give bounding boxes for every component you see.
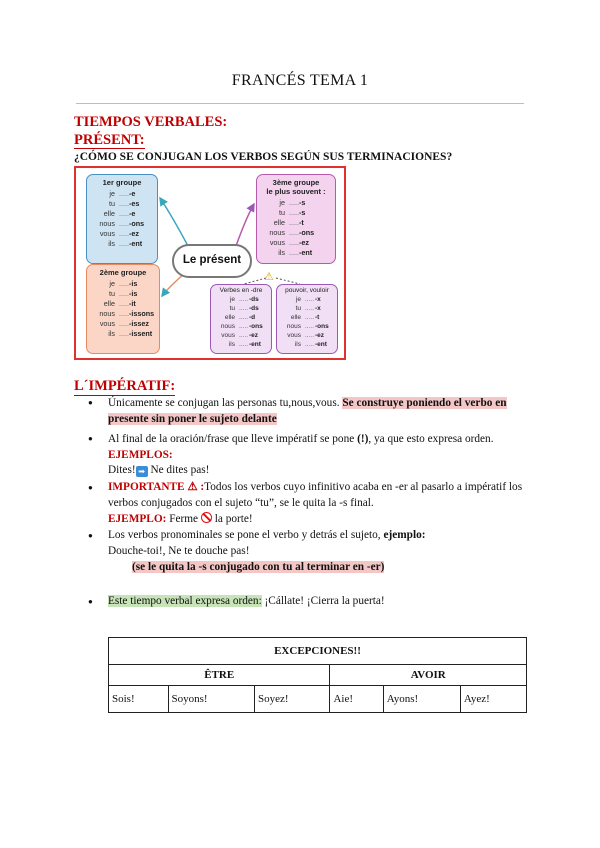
dots: ..... bbox=[119, 309, 129, 318]
pronoun: vous bbox=[99, 319, 115, 328]
conjugation-row bbox=[87, 239, 157, 249]
pronoun: tu bbox=[229, 305, 235, 312]
pronoun: vous bbox=[269, 238, 285, 247]
pronoun: nous bbox=[220, 323, 235, 330]
question-heading: ¿CÓMO SE CONJUGAN LOS VERBOS SEGÚN SUS TERMINACIONES? bbox=[74, 151, 453, 163]
ejemplo-label: EJEMPLO: bbox=[108, 513, 167, 525]
ending: -x bbox=[315, 296, 321, 303]
heading-tiempos-verbales: TIEMPOS VERBALES: bbox=[74, 114, 228, 130]
dots: ..... bbox=[305, 296, 315, 303]
ending: -ez bbox=[129, 229, 139, 238]
pouvoir-vouloir-box bbox=[276, 284, 338, 354]
ending: -e bbox=[129, 209, 136, 218]
warning-icon: ⚠ bbox=[187, 481, 198, 493]
conjugation-row bbox=[257, 248, 335, 258]
bullet-5-rest: ¡Cállate! ¡Cierra la puerta! bbox=[264, 595, 385, 607]
conjugation-row bbox=[257, 198, 335, 208]
ending: -ent bbox=[249, 341, 261, 348]
conjugation-row bbox=[87, 289, 159, 299]
conjugation-row bbox=[211, 322, 271, 331]
bullet-icon: ● bbox=[88, 531, 93, 540]
ending: -issez bbox=[129, 319, 149, 328]
pronoun: elle bbox=[224, 314, 235, 321]
bullet-4-text: Los verbos pronominales se pone el verbo y detrás el sujeto, bbox=[108, 529, 381, 541]
bullet-2 bbox=[108, 431, 533, 447]
ending: -ds bbox=[249, 305, 259, 312]
pronoun: elle bbox=[290, 314, 301, 321]
col-etre: ÊTRE bbox=[109, 665, 330, 686]
conjugation-row bbox=[87, 309, 159, 319]
table-title: EXCEPCIONES!! bbox=[109, 638, 527, 665]
dots: ..... bbox=[119, 289, 129, 298]
conjugation-row bbox=[87, 229, 157, 239]
pronoun: je bbox=[279, 198, 285, 207]
warning-icon: ⚠ bbox=[264, 271, 274, 283]
pronoun: je bbox=[109, 189, 115, 198]
pronoun: nous bbox=[286, 323, 301, 330]
ending: -t bbox=[315, 314, 320, 321]
bullet-icon: ● bbox=[88, 597, 93, 606]
ending: -ons bbox=[315, 323, 329, 330]
conjugation-row bbox=[211, 331, 271, 340]
dots: ..... bbox=[305, 314, 315, 321]
bullet-4 bbox=[108, 527, 528, 543]
bullet-5 bbox=[108, 593, 528, 609]
dots: ..... bbox=[239, 323, 249, 330]
col-avoir: AVOIR bbox=[330, 665, 527, 686]
conjugation-row bbox=[211, 295, 271, 304]
conjugation-row bbox=[211, 340, 271, 349]
pronoun: vous bbox=[99, 229, 115, 238]
dots: ..... bbox=[119, 209, 129, 218]
ending: -issons bbox=[129, 309, 155, 318]
exceptions-table bbox=[108, 637, 527, 713]
bullet-4-note bbox=[132, 559, 384, 575]
pronoun: elle bbox=[103, 299, 115, 308]
group3-title: 3ème groupe bbox=[272, 178, 320, 187]
ending: -ds bbox=[249, 296, 259, 303]
pronoun: elle bbox=[103, 209, 115, 218]
ending: -es bbox=[129, 199, 140, 208]
heading-present: PRÉSENT: bbox=[74, 132, 145, 148]
bullet-2-bold: (!) bbox=[357, 433, 369, 445]
ending: -ent bbox=[129, 239, 143, 248]
bullet-icon: ● bbox=[88, 483, 93, 492]
bullet-icon: ● bbox=[88, 398, 93, 407]
bullet-1 bbox=[108, 395, 528, 427]
ejemplo-line bbox=[108, 511, 253, 527]
ending: -ent bbox=[315, 341, 327, 348]
dots: ..... bbox=[119, 199, 129, 208]
conjugation-row bbox=[277, 322, 337, 331]
ending: -t bbox=[299, 218, 304, 227]
bullet-2-rest: , ya que esto expresa orden. bbox=[368, 433, 494, 445]
bullet-4-bold: ejemplo: bbox=[383, 529, 426, 541]
dots: ..... bbox=[305, 305, 315, 312]
dots: ..... bbox=[119, 279, 129, 288]
dots: ..... bbox=[289, 208, 299, 217]
bullet-1-text: Únicamente se conjugan las personas tu,nous,vous. bbox=[108, 397, 340, 409]
dots: ..... bbox=[239, 332, 249, 339]
title-divider bbox=[76, 103, 524, 104]
pronoun: vous bbox=[221, 332, 235, 339]
group1-title: 1er groupe bbox=[102, 178, 142, 187]
dots: ..... bbox=[289, 248, 299, 257]
avoir-cell: Ayons! bbox=[383, 686, 460, 713]
pronoun: je bbox=[295, 296, 301, 303]
no-entry-icon bbox=[201, 512, 212, 523]
ending: -ez bbox=[249, 332, 259, 339]
ending: -ez bbox=[315, 332, 325, 339]
ending: -ent bbox=[299, 248, 313, 257]
dots: ..... bbox=[119, 219, 129, 228]
etre-cell: Soyez! bbox=[255, 686, 330, 713]
conjugation-row bbox=[87, 319, 159, 329]
bullet-4-note-text: (se le quita la -s conjugado con tu al terminar en -er) bbox=[132, 561, 385, 573]
dots: ..... bbox=[305, 332, 315, 339]
ejemplo-a: Ferme bbox=[169, 513, 199, 525]
dots: ..... bbox=[119, 189, 129, 198]
right-arrow-icon: ➡ bbox=[136, 466, 148, 477]
dots: ..... bbox=[239, 296, 249, 303]
group2-box bbox=[86, 264, 160, 354]
dots: ..... bbox=[119, 239, 129, 248]
bullet-icon: ● bbox=[88, 434, 93, 443]
dots: ..... bbox=[289, 218, 299, 227]
conjugation-row bbox=[87, 219, 157, 229]
avoir-cell: Aie! bbox=[330, 686, 383, 713]
pronoun: nous bbox=[269, 228, 285, 237]
dots: ..... bbox=[119, 329, 129, 338]
pronoun: tu bbox=[109, 289, 115, 298]
ejemplos-b: Ne dites pas! bbox=[150, 464, 210, 476]
conjugation-row bbox=[257, 228, 335, 238]
group3-box bbox=[256, 174, 336, 264]
importante-colon: : bbox=[200, 481, 205, 493]
pronoun: vous bbox=[287, 332, 301, 339]
ejemplos-a: Dites! bbox=[108, 464, 136, 476]
dre-title: Verbes en -dre bbox=[219, 287, 263, 294]
conjugation-row bbox=[211, 304, 271, 313]
conjugation-row bbox=[277, 313, 337, 322]
etre-cell: Sois! bbox=[109, 686, 169, 713]
bullet-3 bbox=[108, 479, 528, 511]
dots: ..... bbox=[305, 341, 315, 348]
conjugation-row bbox=[277, 295, 337, 304]
ending: -it bbox=[129, 299, 136, 308]
pronoun: tu bbox=[109, 199, 115, 208]
importante-label: IMPORTANTE bbox=[108, 481, 185, 493]
dots: ..... bbox=[289, 228, 299, 237]
bullet-1-highlight: Se construye poniendo el verbo en presente sin poner le sujeto delante bbox=[108, 397, 507, 425]
pronoun: nous bbox=[99, 309, 115, 318]
ejemplos-label: EJEMPLOS: bbox=[108, 449, 173, 461]
pronoun: tu bbox=[279, 208, 285, 217]
pronoun: je bbox=[109, 279, 115, 288]
pronoun: ils bbox=[228, 341, 235, 348]
group1-box bbox=[86, 174, 158, 264]
dots: ..... bbox=[305, 323, 315, 330]
ending: -s bbox=[299, 198, 306, 207]
conjugation-row bbox=[87, 299, 159, 309]
pronoun: elle bbox=[273, 218, 285, 227]
pronoun: ils bbox=[278, 248, 285, 257]
dots: ..... bbox=[119, 299, 129, 308]
group2-title: 2ème groupe bbox=[99, 268, 147, 277]
conjugation-row bbox=[277, 340, 337, 349]
ending: -issent bbox=[129, 329, 153, 338]
dots: ..... bbox=[239, 341, 249, 348]
heading-imperatif: L´IMPÉRATIF: bbox=[74, 378, 176, 394]
avoir-cell: Ayez! bbox=[460, 686, 526, 713]
dots: ..... bbox=[119, 319, 129, 328]
dots: ..... bbox=[289, 198, 299, 207]
ending: -is bbox=[129, 279, 138, 288]
pronoun: je bbox=[229, 296, 235, 303]
bullet-2-text: Al final de la oración/frase que lleve impératif se pone bbox=[108, 433, 355, 445]
importante-text: Todos los verbos cuyo infinitivo acaba en -er al pasarlo a impératif los verbos conjugados con el sujeto “tu”, se le quita la -s final. bbox=[108, 481, 523, 509]
conjugation-row bbox=[257, 208, 335, 218]
pronoun: ils bbox=[294, 341, 301, 348]
document-title: FRANCÉS TEMA 1 bbox=[231, 72, 369, 89]
conjugation-row bbox=[277, 304, 337, 313]
ending: -ons bbox=[299, 228, 315, 237]
ejemplos-line bbox=[108, 462, 209, 478]
pronoun: nous bbox=[99, 219, 115, 228]
ending: -d bbox=[249, 314, 256, 321]
ending: -x bbox=[315, 305, 321, 312]
bullet-5-highlight: Este tiempo verbal expresa orden: bbox=[108, 595, 262, 607]
pronoun: tu bbox=[295, 305, 301, 312]
ending: -e bbox=[129, 189, 136, 198]
pronoun: ils bbox=[108, 239, 115, 248]
conjugation-row bbox=[87, 189, 157, 199]
ending: -s bbox=[299, 208, 306, 217]
dots: ..... bbox=[119, 229, 129, 238]
dots: ..... bbox=[239, 305, 249, 312]
conjugation-row bbox=[87, 209, 157, 219]
conjugation-row bbox=[277, 331, 337, 340]
ejemplo-b: la porte! bbox=[214, 513, 253, 525]
ending: -is bbox=[129, 289, 138, 298]
conjugation-row bbox=[257, 218, 335, 228]
dots: ..... bbox=[239, 314, 249, 321]
ending: -ez bbox=[299, 238, 309, 247]
conjugation-row bbox=[257, 238, 335, 248]
conjugation-row bbox=[87, 329, 159, 339]
etre-cell: Soyons! bbox=[168, 686, 255, 713]
conjugation-row bbox=[211, 313, 271, 322]
group3-subtitle: le plus souvent : bbox=[266, 187, 326, 196]
conjugation-row bbox=[87, 279, 159, 289]
ending: -ons bbox=[129, 219, 145, 228]
bullet-4-example: Douche-toi!, Ne te douche pas! bbox=[108, 545, 250, 557]
present-conjugation-diagram bbox=[74, 166, 346, 360]
center-label: Le présent bbox=[172, 244, 252, 278]
pouvoir-title: pouvoir, vouloir bbox=[285, 287, 329, 294]
conjugation-row bbox=[87, 199, 157, 209]
dre-verbs-box bbox=[210, 284, 272, 354]
ending: -ons bbox=[249, 323, 263, 330]
dots: ..... bbox=[289, 238, 299, 247]
pronoun: ils bbox=[108, 329, 115, 338]
